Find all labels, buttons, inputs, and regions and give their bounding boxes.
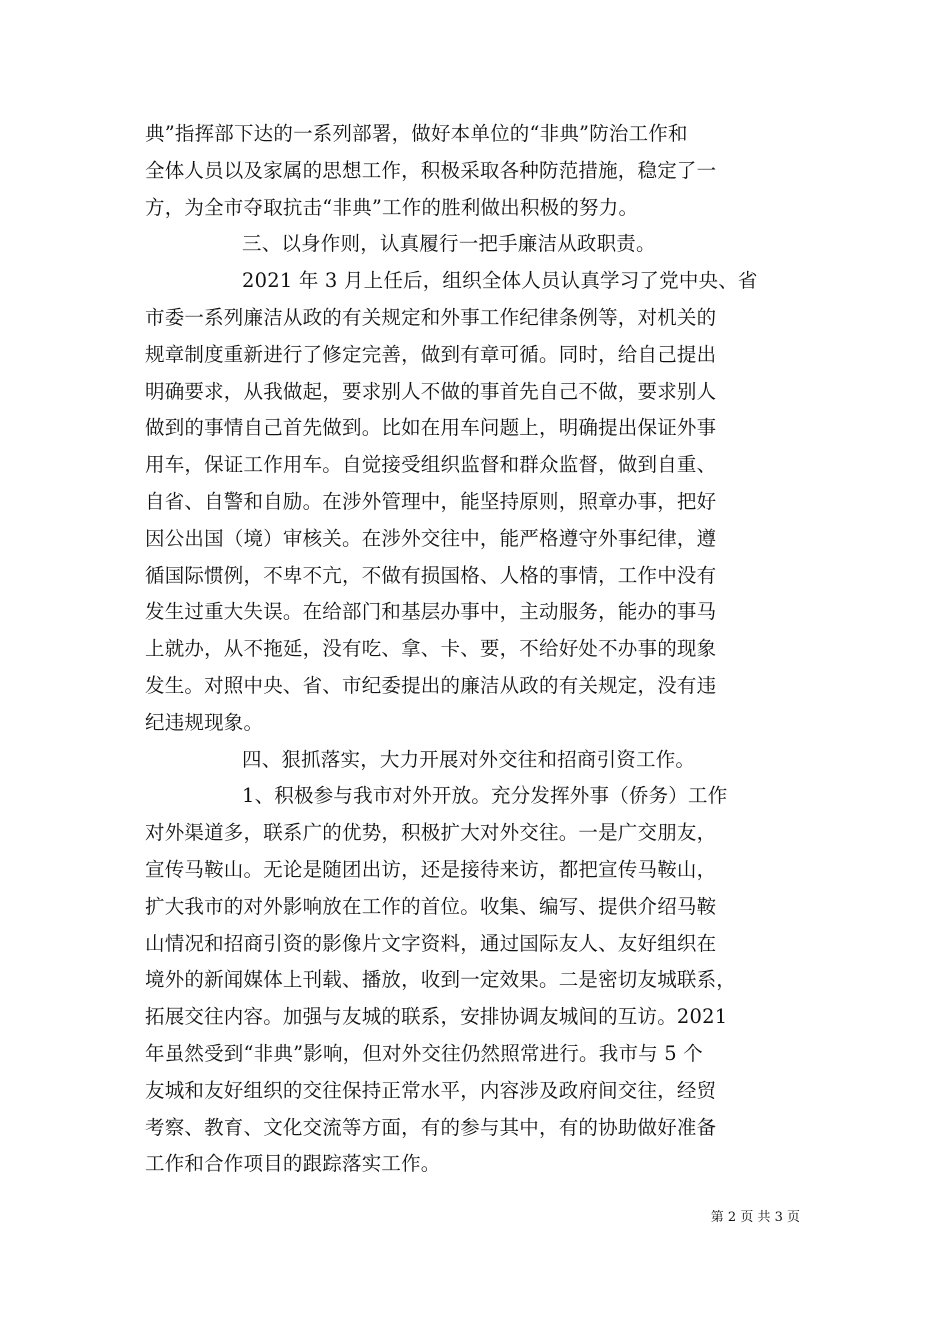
section-heading: [145, 226, 815, 263]
text-line: 发生过重大失误。在给部门和基层办事中，主动服务，能办的事马: [145, 600, 717, 624]
text-line: 循国际惯例，不卑不亢，不做有损国格、人格的事情，工作中没有: [145, 563, 717, 587]
paragraph: [145, 263, 815, 741]
text-line: 境外的新闻媒体上刊载、播放，收到一定效果。二是密切友城联系，: [145, 968, 737, 992]
text-line: 纪违规现象。: [145, 710, 264, 734]
page-number-footer: 第 2 页 共 3 页: [710, 1210, 800, 1225]
section-heading: [145, 742, 815, 779]
paragraph: [145, 778, 815, 1183]
text-line: 规章制度重新进行了修定完善，做到有章可循。同时，给自己提出: [145, 342, 717, 366]
text-line: 用车，保证工作用车。自觉接受组织监督和群众监督，做到自重、: [145, 453, 717, 477]
text-line: 考察、教育、文化交流等方面，有的参与其中，有的协助做好准备: [145, 1115, 717, 1139]
paragraph: [145, 116, 815, 226]
text-line: 自省、自警和自励。在涉外管理中，能坚持原则，照章办事，把好: [145, 489, 717, 513]
text-line: 工作和合作项目的跟踪落实工作。: [145, 1152, 441, 1176]
text-line: 山情况和招商引资的影像片文字资料，通过国际友人、友好组织在: [145, 931, 717, 955]
text-line: 扩大我市的对外影响放在工作的首位。收集、编写、提供介绍马鞍: [145, 894, 717, 918]
text-line: 全体人员以及家属的思想工作，积极采取各种防范措施，稳定了一: [145, 158, 717, 182]
text-line: 对外渠道多，联系广的优势，积极扩大对外交往。一是广交朋友，: [145, 821, 717, 845]
text-line: 1、积极参与我市对外开放。充分发挥外事（侨务）工作: [242, 784, 728, 808]
text-line: 上就办，从不拖延，没有吃、拿、卡、要，不给好处不办事的现象: [145, 637, 717, 661]
document-body: [145, 116, 815, 1183]
text-line: 四、狠抓落实，大力开展对外交往和招商引资工作。: [242, 747, 696, 771]
text-line: 友城和友好组织的交往保持正常水平，内容涉及政府间交往，经贸: [145, 1078, 717, 1102]
text-line: 方，为全市夺取抗击“非典”工作的胜利做出积极的努力。: [145, 195, 639, 219]
text-line: 明确要求，从我做起，要求别人不做的事首先自己不做，要求别人: [145, 379, 717, 403]
text-line: 市委一系列廉洁从政的有关规定和外事工作纪律条例等，对机关的: [145, 305, 717, 329]
text-line: 宣传马鞍山。无论是随团出访，还是接待来访，都把宣传马鞍山，: [145, 857, 717, 881]
text-line: 发生。对照中央、省、市纪委提出的廉洁从政的有关规定，没有违: [145, 673, 717, 697]
text-line: 典”指挥部下达的一系列部署，做好本单位的“非典”防治工作和: [145, 122, 688, 145]
text-line: 拓展交往内容。加强与友城的联系，安排协调友城间的互访。2021: [145, 1005, 728, 1029]
text-line: 做到的事情自己首先做到。比如在用车问题上，明确提出保证外事: [145, 416, 717, 440]
text-line: 因公出国（境）审核关。在涉外交往中，能严格遵守外事纪律，遵: [145, 526, 717, 550]
text-line: 2021 年 3 月上任后，组织全体人员认真学习了党中央、省: [242, 269, 758, 293]
text-line: 年虽然受到“非典”影响，但对外交往仍然照常进行。我市与 5 个: [145, 1041, 703, 1065]
text-line: 三、以身作则，认真履行一把手廉洁从政职责。: [242, 232, 656, 256]
